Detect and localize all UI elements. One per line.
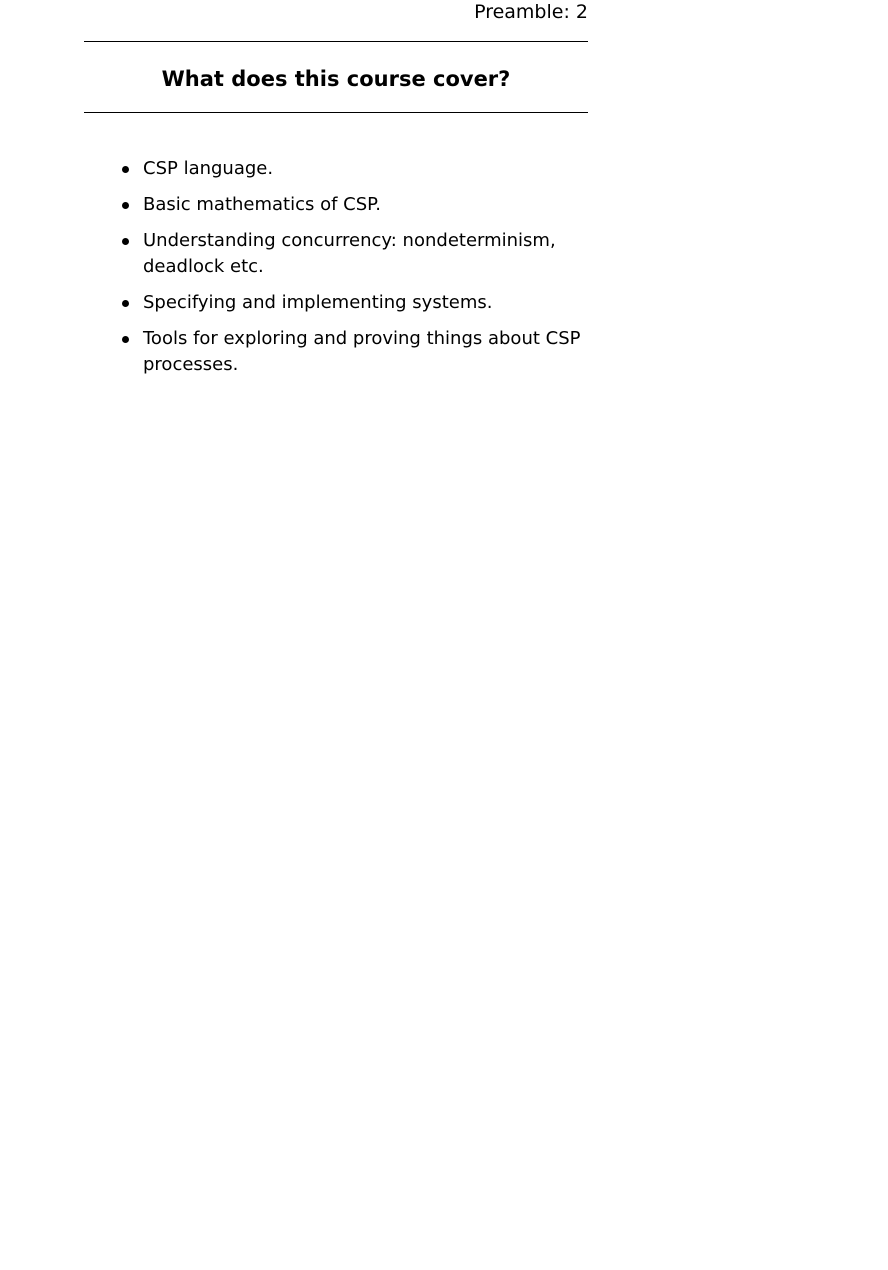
title-rule-top bbox=[84, 41, 588, 42]
bullet-text: Understanding concurrency: nondeterminism, deadlock etc. bbox=[143, 230, 556, 277]
bullet-list bbox=[120, 156, 588, 388]
bullet-dot-icon bbox=[122, 336, 129, 343]
bullet-text: Specifying and implementing systems. bbox=[143, 292, 493, 313]
bullet-text: Tools for exploring and proving things about CSP processes. bbox=[143, 328, 581, 375]
bullet-dot-icon bbox=[122, 202, 129, 209]
bullet-text: Basic mathematics of CSP. bbox=[143, 194, 381, 215]
page-label: Preamble: 2 bbox=[474, 1, 588, 23]
slide-title: What does this course cover? bbox=[161, 67, 511, 91]
bullet-dot-icon bbox=[122, 166, 129, 173]
bullet-item-understanding-concurrency bbox=[120, 228, 588, 280]
bullet-item-csp-language bbox=[120, 156, 588, 182]
bullet-item-specifying-systems bbox=[120, 290, 588, 316]
bullet-item-tools bbox=[120, 326, 588, 378]
bullet-item-basic-mathematics bbox=[120, 192, 588, 218]
title-rule-bottom bbox=[84, 112, 588, 113]
bullet-dot-icon bbox=[122, 300, 129, 307]
bullet-text: CSP language. bbox=[143, 158, 274, 179]
bullet-dot-icon bbox=[122, 238, 129, 245]
